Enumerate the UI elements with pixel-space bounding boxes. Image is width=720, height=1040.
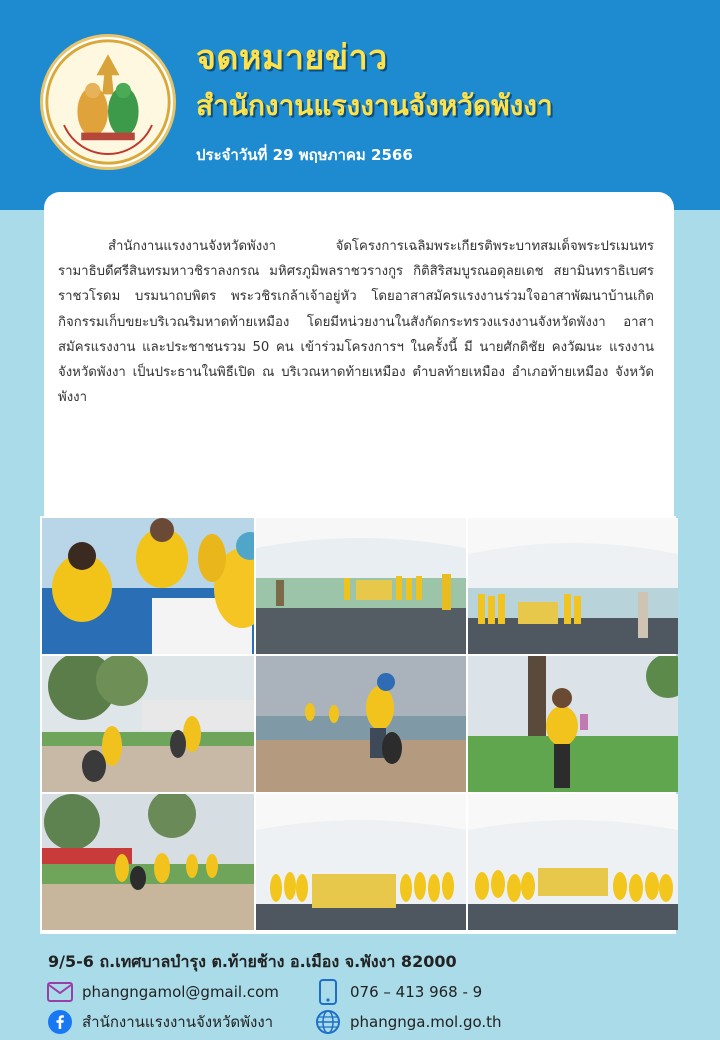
office-name: สำนักงานแรงงานจังหวัดพังงา xyxy=(196,89,553,122)
photo-tent-group xyxy=(468,518,678,654)
issue-date: ประจำวันที่ 29 พฤษภาคม 2566 xyxy=(196,146,413,164)
phone-icon xyxy=(314,978,342,1006)
photo-group-2 xyxy=(468,794,678,930)
photo-beach-walk xyxy=(42,794,254,930)
facebook-icon xyxy=(46,1008,74,1036)
email-contact[interactable] xyxy=(46,978,279,1006)
photo-group-1 xyxy=(256,794,466,930)
header-banner xyxy=(0,0,720,210)
globe-icon xyxy=(314,1008,342,1036)
article-card xyxy=(44,192,674,532)
photo-volunteer-portrait xyxy=(468,656,678,792)
website-url[interactable]: phangnga.mol.go.th xyxy=(350,1013,502,1031)
phone-contact[interactable] xyxy=(314,978,482,1006)
photo-grid xyxy=(40,516,676,934)
facebook-page-name[interactable]: สำนักงานแรงงานจังหวัดพังงา xyxy=(82,1013,274,1031)
ministry-logo xyxy=(40,34,176,170)
phone-number[interactable]: 076 – 413 968 - 9 xyxy=(350,983,483,1001)
photo-park-cleanup xyxy=(42,656,254,792)
email-address[interactable]: phangngamol@gmail.com xyxy=(82,983,279,1001)
photo-registration xyxy=(42,518,254,654)
website-contact[interactable] xyxy=(314,1008,502,1036)
article-body: สำนักงานแรงงานจังหวัดพังงา จัดโครงการเฉลิมพระเกียรติพระบาทสมเด็จพระปรเมนทรรามาธิบดีศรีสินทรมหาวชิราลงกรณ มหิศรภูมิพลราชวรางกูร กิติสิริสมบูรณอดุลยเดช สยามินทราธิเบศรราชวโรดม บรมนาถบพิตร พระวชิรเกล้าเจ้าอยู่หัว โดยอาสาสมัครแรงงานร่วมใจอาสาพัฒนาบ้านเกิด กิจกรรมเก็บขยะบริเวณริมหาดท้ายเหมือง โดยมีหน่วยงานในสังกัดกระทรวงแรงงานจังหวัดพังงา อาสาสมัครแรงงาน และประชาชนรวม 50 คน เข้าร่วมโครงการฯ ในครั้งนี้ มี นายศักดิชัย คงวัฒนะ แรงงานจังหวัดพังงา เป็นประธานในพิธีเปิด ณ บริเวณหาดท้ายเหมือง ตำบลท้ายเหมือง อำเภอท้ายเหมือง จังหวัดพังงา xyxy=(58,239,654,406)
office-address: 9/5-6 ถ.เทศบาลบำรุง ต.ท้ายช้าง อ.เมือง จ.พังงา 82000 xyxy=(48,952,457,971)
photo-tent-ceremony xyxy=(256,518,466,654)
photo-beach-cleanup xyxy=(256,656,466,792)
facebook-contact[interactable] xyxy=(46,1008,273,1036)
email-icon xyxy=(46,978,74,1006)
newsletter-title: จดหมายข่าว xyxy=(196,38,388,78)
